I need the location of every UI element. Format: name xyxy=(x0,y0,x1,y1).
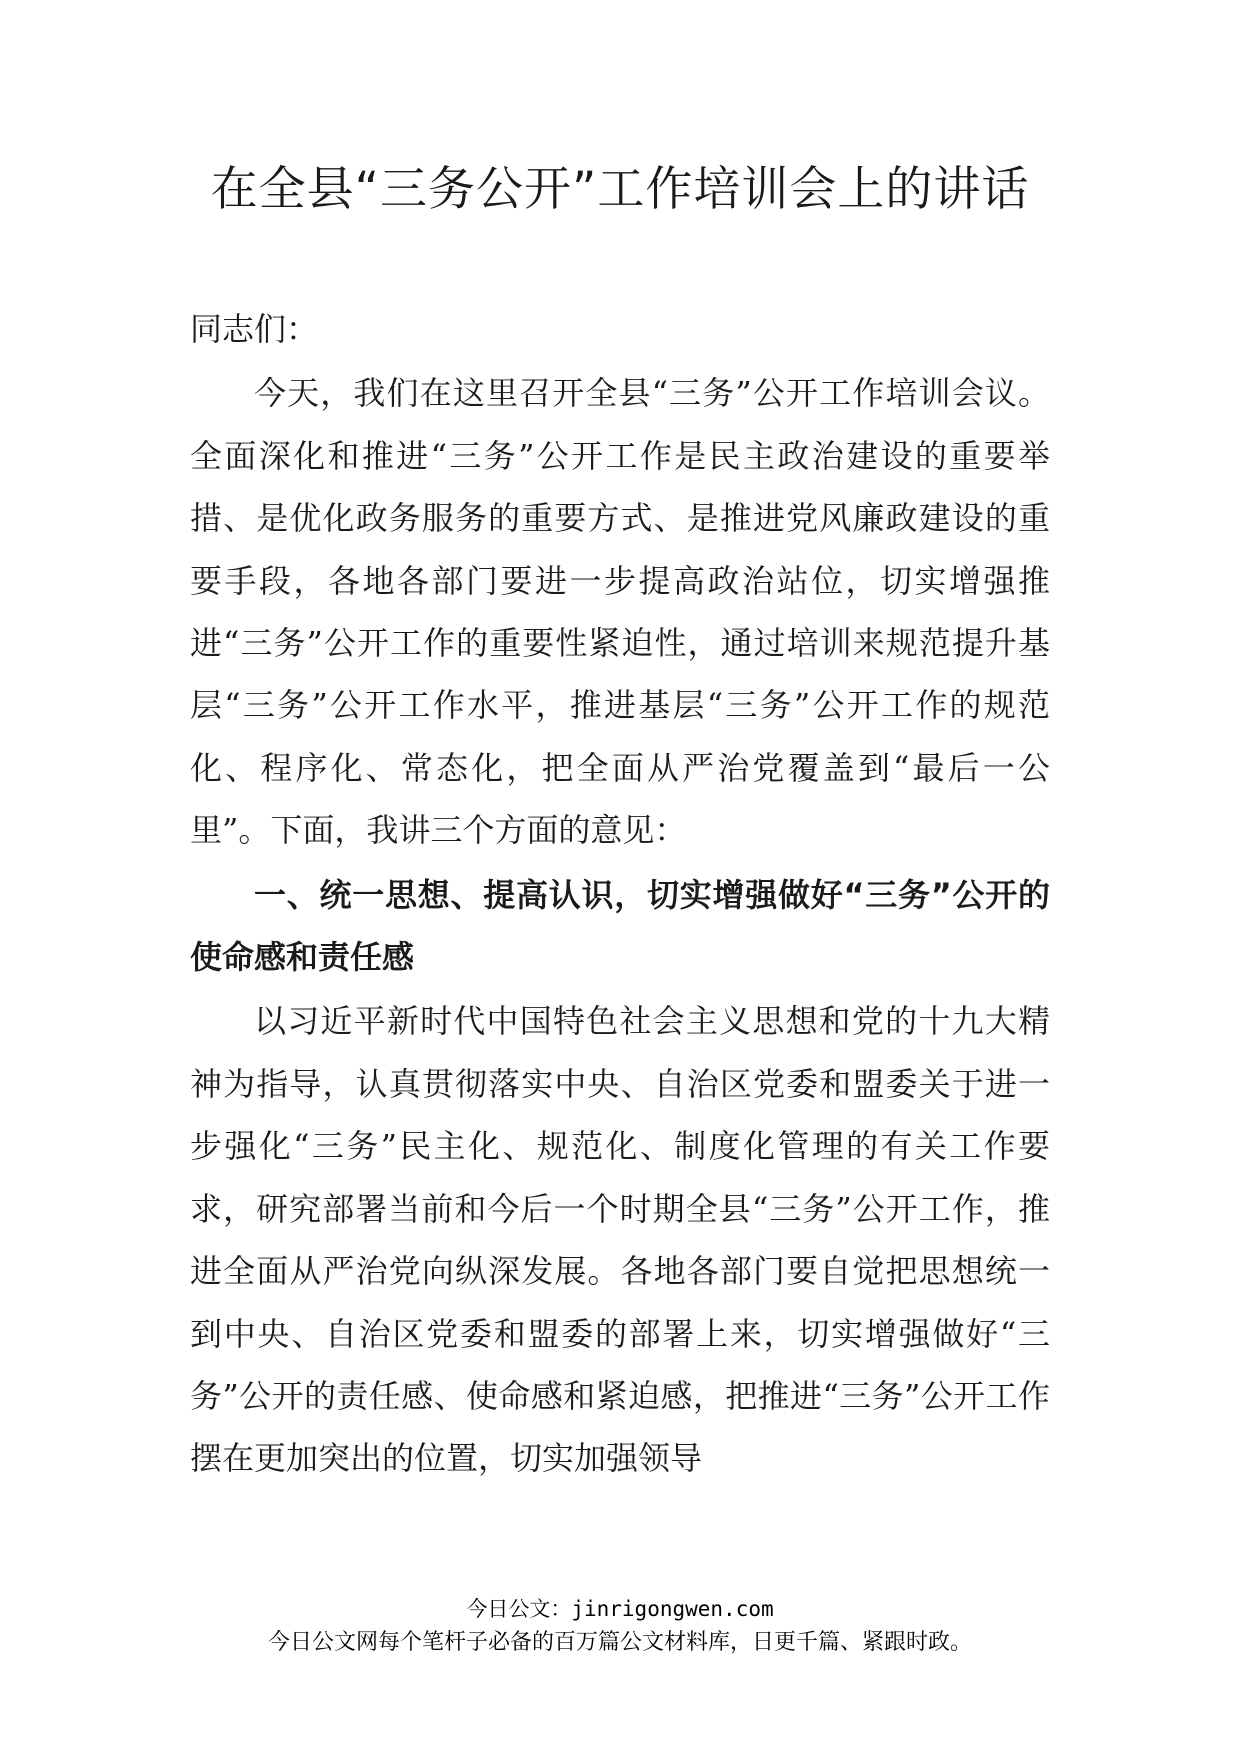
document-body xyxy=(190,298,1050,1490)
salutation: 同志们： xyxy=(190,310,319,348)
paragraph-section-1: 以习近平新时代中国特色社会主义思想和党的十九大精神为指导，认真贯彻落实中央、自治区党委和盟委关于进一步强化“三务”民主化、规范化、制度化管理的有关工作要求，研究部署当前和今后一个时期全县“三务”公开工作，推进全面从严治党向纵深发展。各地各部门要自觉把思想统一到中央、自治区党委和盟委的部署上来，切实增强做好“三务”公开的责任感、使命感和紧迫感，把推进“三务”公开工作摆在更加突出的位置，切实加强领导 xyxy=(190,1002,1050,1478)
footer-site-line xyxy=(0,1594,1240,1624)
footer-site-domain[interactable]: jinrigongwen.com xyxy=(571,1597,774,1621)
paragraph-intro: 今天，我们在这里召开全县“三务”公开工作培训会议。全面深化和推进“三务”公开工作是民主政治建设的重要举措、是优化政务服务的重要方式、是推进党风廉政建设的重要手段，各地各部门要进一步提高政治站位，切实增强推进“三务”公开工作的重要性紧迫性，通过培训来规范提升基层“三务”公开工作水平，推进基层“三务”公开工作的规范化、程序化、常态化，把全面从严治党覆盖到“最后一公里”。下面，我讲三个方面的意见： xyxy=(190,374,1050,850)
footer-slogan: 今日公文网每个笔杆子必备的百万篇公文材料库，日更千篇、紧跟时政。 xyxy=(267,1630,972,1655)
document-title: 在全县“三务公开”工作培训会上的讲话 xyxy=(210,162,1030,217)
footer-site-label: 今日公文： xyxy=(466,1597,572,1621)
section-heading-1: 一、统一思想、提高认识，切实增强做好“三务”公开的使命感和责任感 xyxy=(190,875,1050,977)
